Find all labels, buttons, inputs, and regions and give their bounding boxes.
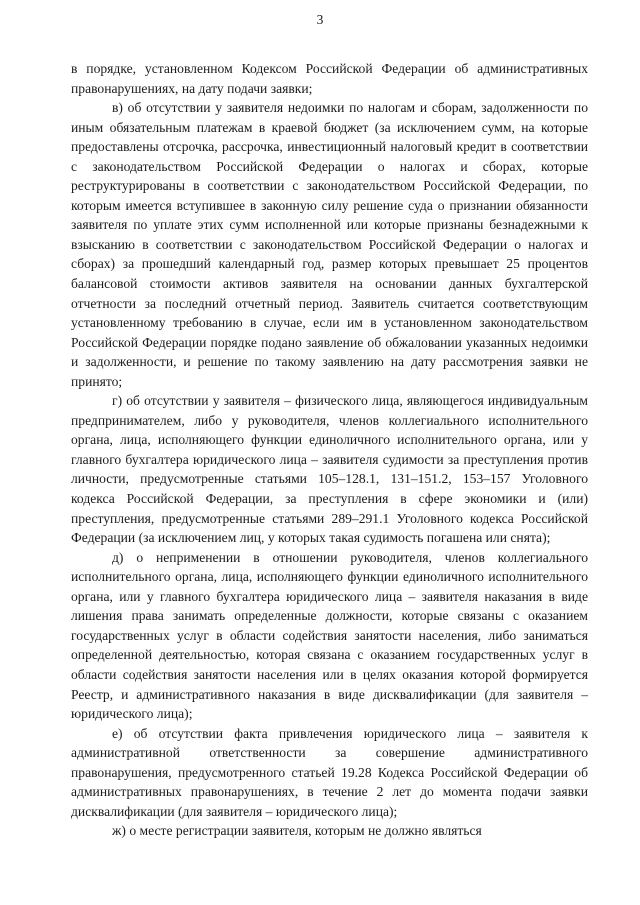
paragraph: е) об отсутствии факта привлечения юридического лица – заявителя к административной ответственности за совершение административного правонарушения, предусмотренного статьей 19.28 Кодекса Российской Федерации об административных правонарушениях, в течение 2 лет до момента подачи заявки дисквалификации (для заявителя – юридического лица);: [71, 725, 588, 819]
paragraph: в порядке, установленном Кодексом Российской Федерации об административных правонарушениях, на дату подачи заявки;: [71, 61, 588, 96]
paragraph: в) об отсутствии у заявителя недоимки по налогам и сборам, задолженности по иным обязательным платежам в краевой бюджет (за исключением сумм, на которые предоставлены отсрочка, рассрочка, инвестиционный налоговый кредит в соответствии с законодательством Российской Федерации о налогах и сборах, которые реструктурированы в соответствии с законодательством Российской Федерации, по которым имеется вступившее в законную силу решение суда о признании обязанности заявителя по уплате этих сумм исполненной или которые признаны безнадежными к взысканию в соответствии с законодательством Российской Федерации о налогах и сборах) за прошедший календарный год, размер которых превышает 25 процентов балансовой стоимости активов заявителя на основании данных бухгалтерской отчетности за последний отчетный период. Заявитель считается соответствующим установленному требованию в случае, если им в установленном законодательством Российской Федерации порядке подано заявление об обжаловании указанных недоимки и задолженности, и решение по такому заявлению на дату рассмотрения заявки не принято;: [71, 100, 588, 389]
page-number: 3: [316, 12, 324, 27]
paragraph: д) о неприменении в отношении руководителя, членов коллегиального исполнительного органа, лица, исполняющего функции единоличного исполнительного органа, или у главного бухгалтера юридического лица – заявителя наказания в виде лишения права занимать определенные должности, которые связаны с оказанием государственных услуг в области содействия занятости населения, либо заниматься определенной деятельностью, которая связана с оказанием государственных услуг в области содействия занятости населения или в целях оказания которой формируется Реестр, и административного наказания в виде дисквалификации (для заявителя – юридического лица);: [71, 549, 588, 722]
paragraph: г) об отсутствии у заявителя – физического лица, являющегося индивидуальным предпринимателем, либо у руководителя, членов коллегиального исполнительного органа, лица, исполняющего функции единоличного исполнительного органа, или у главного бухгалтера юридического лица – заявителя судимости за преступления против личности, предусмотренные статьями 105–128.1, 131–151.2, 153–157 Уголовного кодекса Российской Федерации, за преступления в сфере экономики и (или) преступления, предусмотренные статьями 289–291.1 Уголовного кодекса Российской Федерации (за исключением лиц, у которых такая судимость погашена или снята);: [71, 393, 588, 546]
paragraph: ж) о месте регистрации заявителя, которым не должно являться: [112, 823, 482, 839]
document-body: [71, 59, 588, 841]
